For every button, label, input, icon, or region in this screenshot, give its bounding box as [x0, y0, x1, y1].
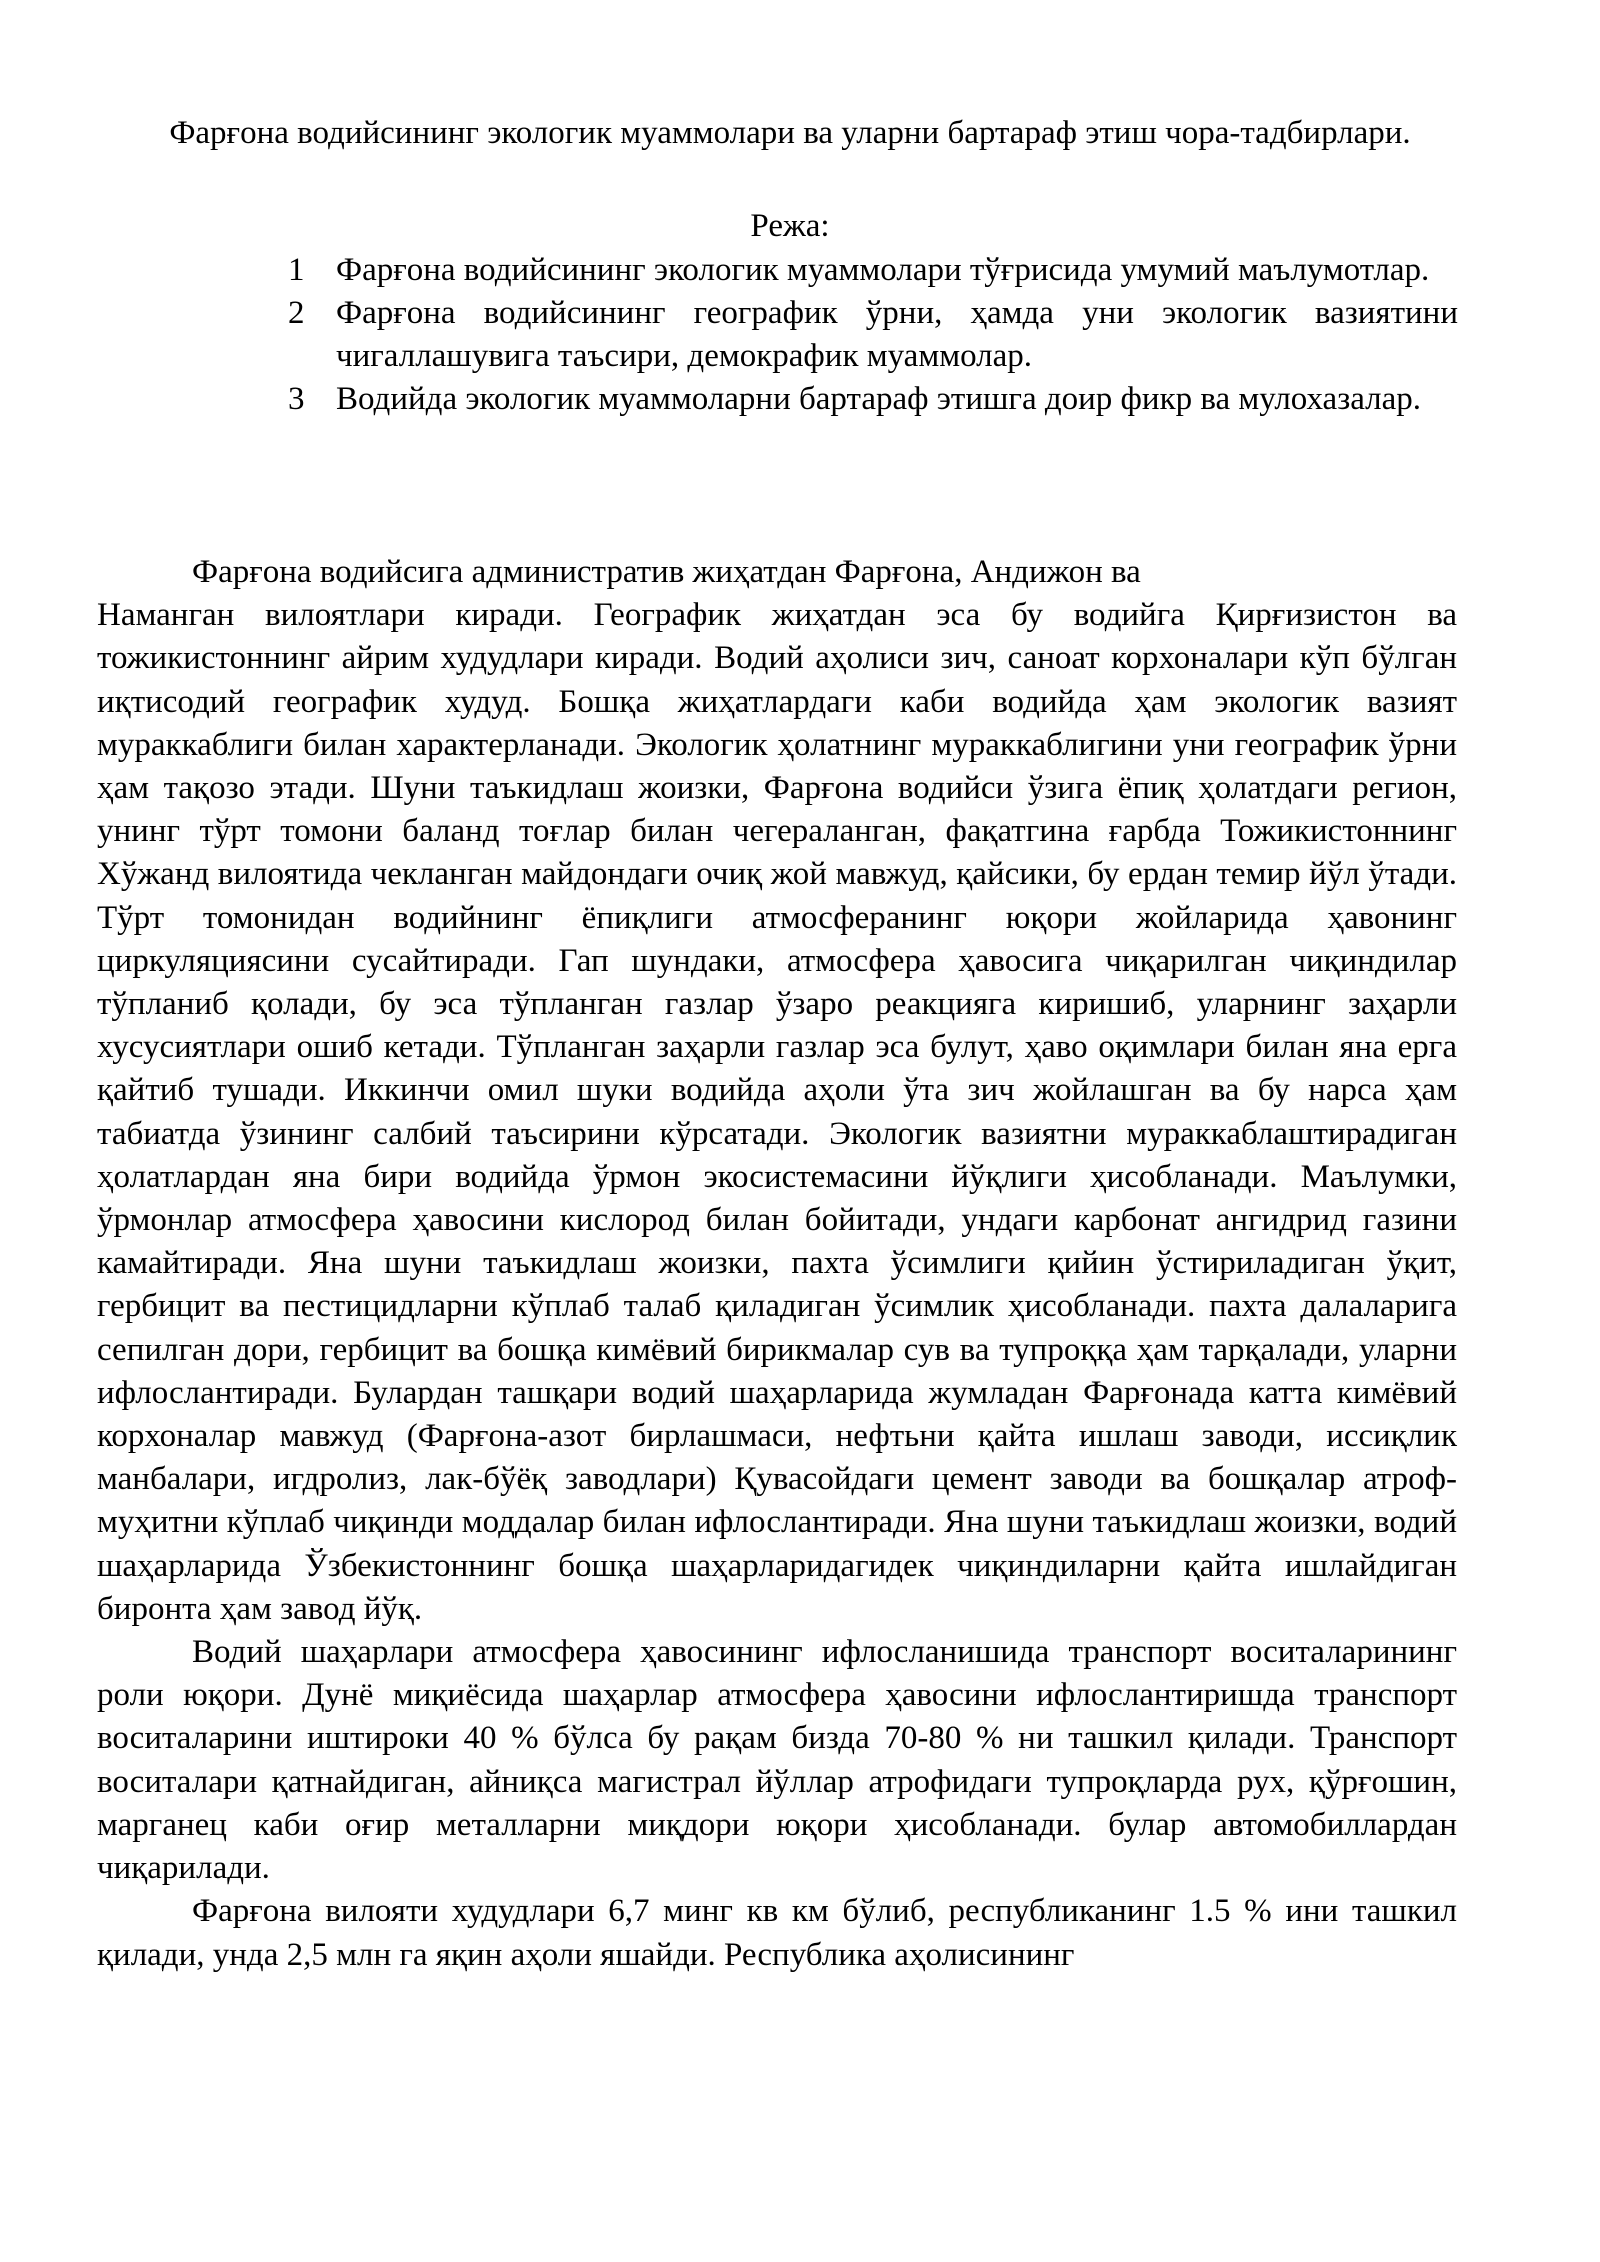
plan-item — [281, 292, 1458, 378]
body-paragraph — [97, 1890, 1457, 1976]
plan-list — [281, 249, 1458, 421]
plan-item-number: 2 — [288, 295, 305, 331]
plan-item-text: Фарғона водийсининг экологик муаммолари тўғрисида умумий маълумотлар. — [336, 252, 1430, 288]
paragraph-text: Фарғона вилояти худудлари 6,7 минг кв км бўлиб, республиканинг 1.5 % ини ташкил қилади, унда 2,5 млн га яқин аҳоли яшайди. Республика аҳолисининг — [97, 1893, 1457, 1973]
plan-heading: Режа: — [750, 208, 830, 244]
body-paragraph — [97, 551, 1457, 1631]
document-title: Фарғона водийсининг экологик муаммолари ва уларни бартараф этиш чора-тадбирлари. — [169, 115, 1411, 151]
plan-item-number: 3 — [288, 381, 305, 417]
plan-item — [281, 378, 1458, 421]
paragraph-text: Наманган вилоятлари киради. Географик жиҳатдан эса бу водийга Қирғизистон ва тожикистоннинг айрим худудлари киради. Водий аҳолиси зич, саноат корхоналари кўп бўлган иқтисодий географик худуд. Бошқа жиҳатлардаги каби водийда ҳам экологик вазият мураккаблиги билан характерланади. Экологик ҳолатнинг мураккаблигини уни географик ўрни ҳам тақозо этади. Шуни таъкидлаш жоизки, Фарғона водийси ўзига ёпиқ ҳолатдаги регион, унинг тўрт томони баланд тоғлар билан чегераланган, фақатгина ғарбда Тожикистоннинг Хўжанд вилоятида чекланган майдондаги очиқ жой мавжуд, қайсики, бу ердан темир йўл ўтади. Тўрт томонидан водийнинг ёпиқлиги атмосферанинг юқори жойларида ҳавонинг циркуляциясини сусайтиради. Гап шундаки, атмосфера ҳавосига чиқарилган чиқиндилар тўпланиб қолади, бу эса тўпланган газлар ўзаро реакцияга киришиб, уларнинг заҳарли хусусиятлари ошиб кетади. Тўпланган заҳарли газлар эса булут, ҳаво оқимлари билан яна ерга қайтиб тушади. Иккинчи омил шуки водийда аҳоли ўта зич жойлашган ва бу нарса ҳам табиатда ўзининг салбий таъсирини кўрсатади. Экологик вазиятни мураккаблаштирадиган ҳолатлардан яна бири водийда ўрмон экосистемасини йўқлиги ҳисобланади. Маълумки, ўрмонлар атмосфера ҳавосини кислород билан бойитади, ундаги карбонат ангидрид газини камайтиради. Яна шуни таъкидлаш жоизки, пахта ўсимлиги қийин ўстириладиган ўқит, гербицит ва пестицидларни кўплаб талаб қиладиган ўсимлик ҳисобланади. пахта далаларига сепилган дори, гербицит ва бошқа кимёвий бирикмалар сув ва тупроққа ҳам тарқалади, уларни ифлослантиради. Булардан ташқари водий шаҳарларида жумладан Фарғонада катта кимёвий корхоналар мавжуд (Фарғона-азот бирлашмаси, нефтьни қайта ишлаш заводи, иссиқлик манбалари, игдролиз, лак-бўёқ заводлари) Қувасойдаги цемент заводи ва бошқалар атроф-муҳитни кўплаб чиқинди моддалар билан ифлослантиради. Яна шуни таъкидлаш жоизки, водий шаҳарларида Ўзбекистоннинг бошқа шаҳарларидагидек чиқиндиларни қайта ишлайдиган биронта ҳам завод йўқ. — [97, 597, 1457, 1627]
body-text — [97, 551, 1457, 1977]
plan-item-number: 1 — [288, 252, 305, 288]
plan-item — [281, 249, 1458, 292]
plan-item-text: Водийда экологик муаммоларни бартараф этишга доир фикр ва мулохазалар. — [336, 381, 1422, 417]
plan-item-text: Фарғона водийсининг географик ўрни, ҳамда уни экологик вазиятини чигаллашувига таъсири, демокрафик муаммолар. — [336, 295, 1458, 374]
paragraph-text: Водий шаҳарлари атмосфера ҳавосининг ифлосланишида транспорт воситаларининг роли юқори. Дунё миқиёсида шаҳарлар атмосфера ҳавосини ифлослантиришда транспорт воситаларини иштироки 40 % бўлса бу рақам бизда 70-80 % ни ташкил қилади. Транспорт воситалари қатнайдиган, айниқса магистрал йўллар атрофидаги тупроқларда рух, қўрғошин, марганец каби оғир металларни миқдори юқори ҳисобланади. булар автомобиллардан чиқарилади. — [97, 1634, 1457, 1887]
paragraph-first-line: Фарғона водийсига административ жиҳатдан Фарғона, Андижон ва — [192, 554, 1141, 590]
body-paragraph — [97, 1631, 1457, 1890]
